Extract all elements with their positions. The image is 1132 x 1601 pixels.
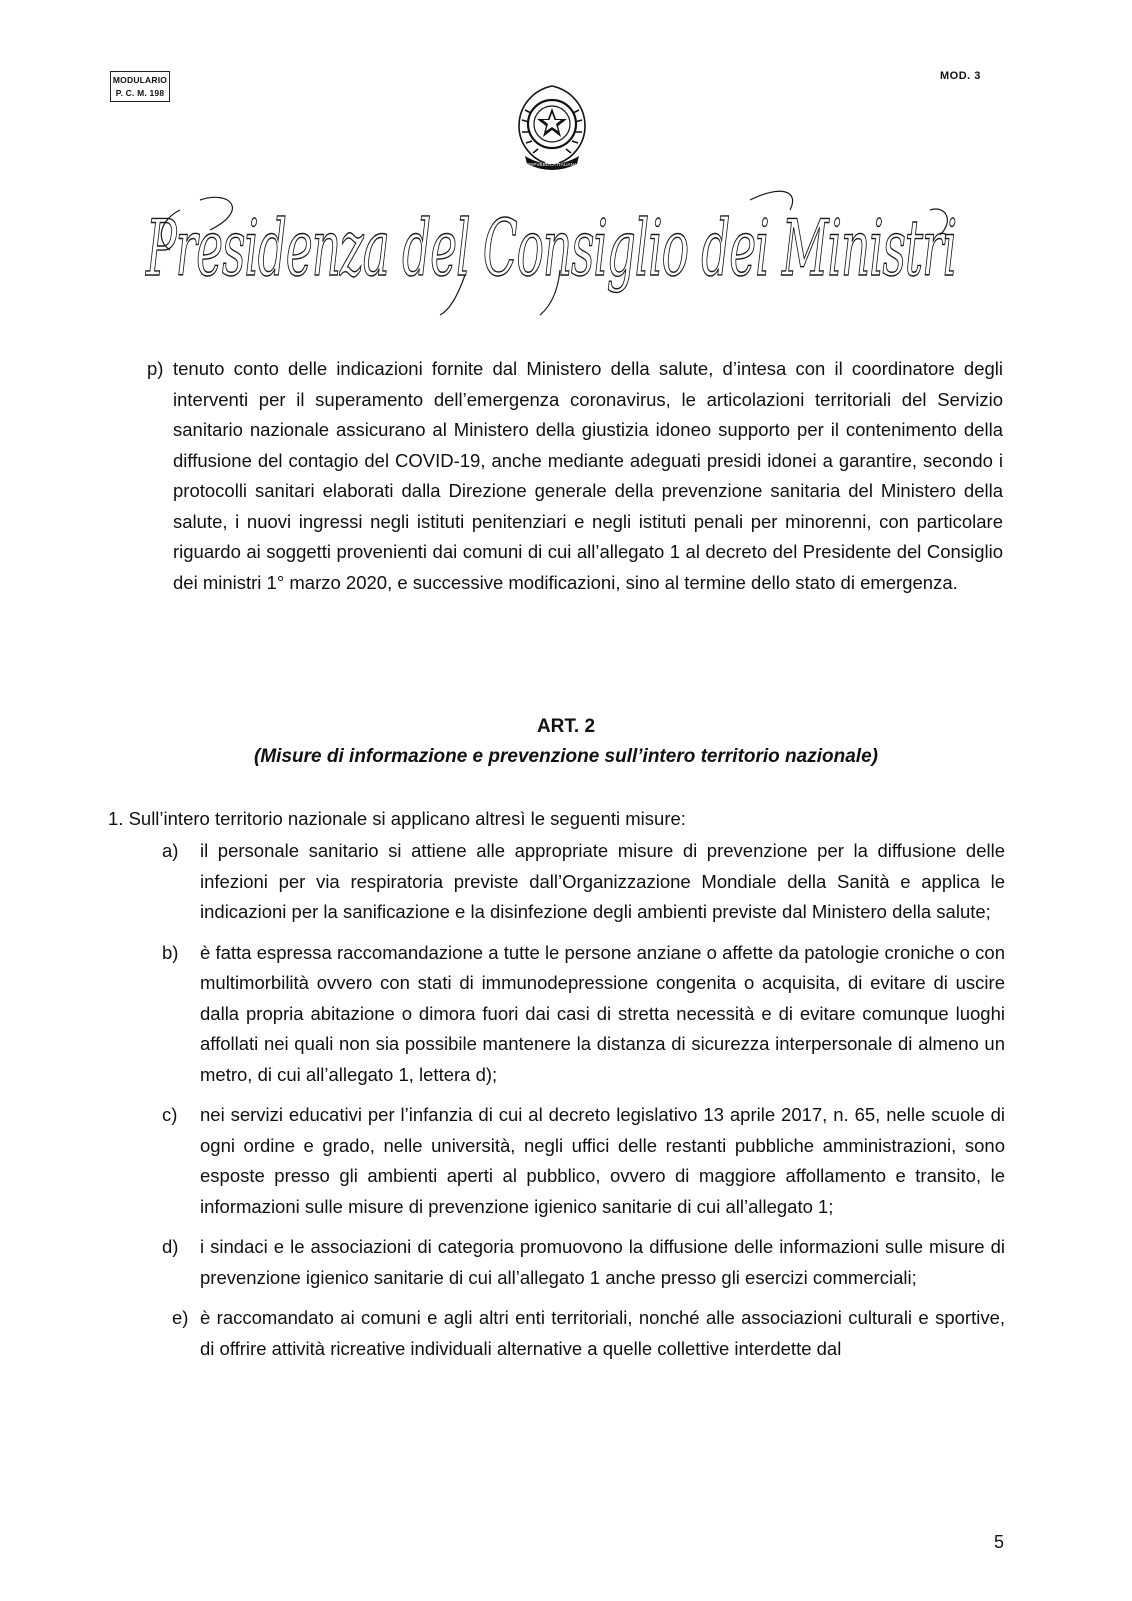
list-item-label: d) — [162, 1236, 179, 1257]
banner-title: Presidenza del Consiglio dei Ministri — [144, 204, 957, 294]
list-item-a — [160, 836, 1005, 928]
list-item-text: nei servizi educativi per l’infanzia di cui al decreto legislativo 13 aprile 2017, n. 65, nelle scuole di ogni ordine e grado, nelle università, negli uffici delle restanti pubbliche amministrazioni, sono esposte presso gli ambienti aperti al pubblico, ovvero di maggiore affollamento e transito, le informazioni sulle misure di prevenzione igienico sanitarie di cui all’allegato 1; — [200, 1104, 1005, 1217]
list-item-label: a) — [162, 840, 179, 861]
list-item-text: il personale sanitario si attiene alle appropriate misure di prevenzione per la diffusione delle infezioni per via respiratoria previste dall’Organizzazione Mondiale della Sanità e applica le indicazioni per la sanificazione e la disinfezione degli ambienti previste dal Ministero della salute; — [200, 840, 1005, 922]
list-item-text: è raccomandato ai comuni e agli altri enti territoriali, nonché alle associazioni culturali e sportive, di offrire attività ricreative individuali alternative a quelle collettive interdette dal — [200, 1307, 1005, 1359]
article-title: ART. 2 — [536, 716, 596, 737]
article-subtitle: (Misure di informazione e prevenzione sull’intero territorio nazionale) — [254, 746, 878, 767]
list-item-label: b) — [162, 941, 179, 963]
emblem-ribbon-text: REPVBBLICA ITALIANA — [527, 162, 577, 167]
article-intro: 1. Sull’intero territorio nazionale si applicano altresì le seguenti misure: — [108, 808, 686, 829]
paragraph-p-label: p) — [147, 358, 164, 379]
mod-label: MOD. 3 — [940, 70, 981, 82]
measures-list — [160, 836, 1005, 1374]
paragraph-p — [147, 354, 1003, 598]
repubblica-italiana-emblem-icon — [505, 80, 599, 174]
list-item-label: c) — [162, 1104, 178, 1125]
list-item-text: i sindaci e le associazioni di categoria promuovono la diffusione delle informazioni sulle misure di prevenzione igienico sanitarie di cui all’allegato 1 anche presso gli esercizi commerciali; — [200, 1236, 1005, 1288]
paragraph-p-text: tenuto conto delle indicazioni fornite dal Ministero della salute, d’intesa con il coordinatore degli interventi per il superamento dell’emergenza coronavirus, le articolazioni territoriali del Servizio sanitario nazionale assicurano al Ministero della giustizia idoneo supporto per il contenimento della diffusione del contagio del COVID-19, anche mediante adeguati presidi idonei a garantire, secondo i protocolli sanitari elaborati dalla Direzione generale della prevenzione sanitaria del Ministero della salute, i nuovi ingressi negli istituti penitenziari e negli istituti penali per minorenni, con particolare riguardo ai soggetti provenienti dai comuni di cui all’allegato 1 al decreto del Presidente del Consiglio dei ministri 1° marzo 2020, e successive modificazioni, sino al termine dello stato di emergenza. — [173, 358, 1003, 593]
list-item-b — [160, 938, 1005, 1091]
list-item-e — [160, 1303, 1005, 1364]
modulario-stamp — [110, 71, 170, 102]
list-item-text: è fatta espressa raccomandazione a tutte le persone anziane o affette da patologie croniche o con multimorbilità ovvero con stati di immunodepressione congenita o acquisita, di evitare di uscire dalla propria abitazione o dimora fuori dai casi di stretta necessità e di evitare comunque luoghi affollati nei quali non sia possibile mantenere la distanza di sicurezza interpersonale di almeno un metro, di cui all’allegato 1, lettera d); — [200, 941, 1005, 1085]
page-number: 5 — [994, 1532, 1005, 1552]
presidenza-banner — [140, 180, 970, 320]
list-item-c — [160, 1100, 1005, 1222]
stamp-line-1: MODULARIO — [112, 75, 168, 85]
list-item-d — [160, 1232, 1005, 1293]
list-item-label: e) — [172, 1307, 189, 1328]
stamp-line-2: P. C. M. 198 — [115, 88, 165, 98]
